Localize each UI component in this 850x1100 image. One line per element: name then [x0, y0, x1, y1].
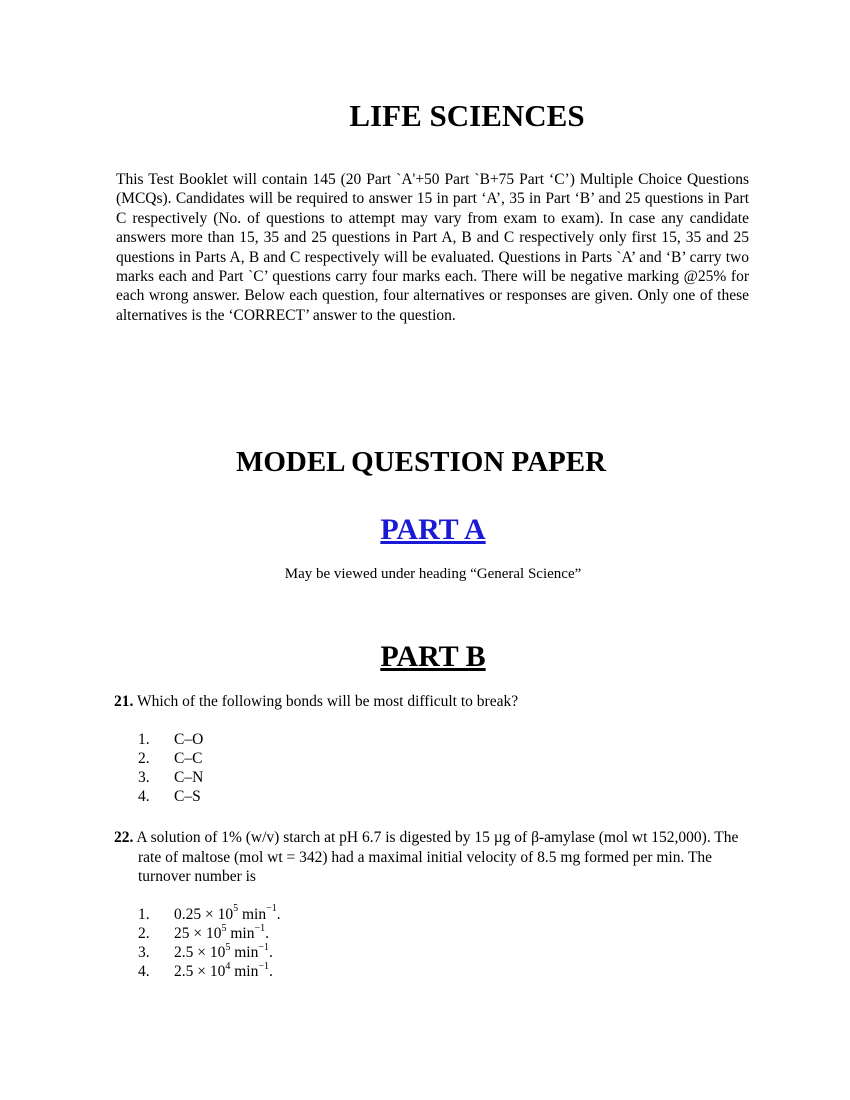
part-a-note: May be viewed under heading “General Science” [284, 566, 582, 582]
option-item [114, 787, 750, 806]
option-exponent: 5 [221, 922, 227, 934]
option-unit: min [230, 963, 259, 981]
question-number: 22. [114, 829, 134, 846]
option-unit: min [226, 924, 255, 942]
page-title: LIFE SCIENCES [349, 98, 585, 133]
option-text [174, 962, 273, 981]
question-number: 21. [114, 693, 134, 710]
option-item [114, 943, 750, 962]
intro-paragraph: This Test Booklet will contain 145 (20 Part `A'+50 Part `B+75 Part ‘C’) Multiple Choice Questions (MCQs). Candidates will be required to answer 15 in part ‘A’, 35 in Part ‘B’ and 25 questions in Part C respectively (No. of questions to attempt may vary from exam to exam). In case any candidate answers more than 15, 35 and 25 questions in Part A, B and C respectively only first 15, 35 and 25 questions in Parts A, B and C respectively will be evaluated. Questions in Parts `A’ and ‘B’ carry two marks each and Part `C’ questions carry four marks each. There will be negative marking @25% for each wrong answer. Below each question, four alternatives or responses are given. Only one of these alternatives is the ‘CORRECT’ answer to the question. [116, 171, 749, 324]
option-unit-exponent: −1 [266, 903, 277, 915]
option-base: 25 × 10 [174, 924, 222, 942]
question-text [114, 828, 750, 887]
model-question-paper-heading: MODEL QUESTION PAPER [235, 446, 607, 478]
option-number: 2. [138, 924, 150, 942]
option-unit-exponent: −1 [258, 941, 270, 953]
option-unit-exponent: −1 [258, 960, 270, 972]
option-text [174, 943, 273, 962]
option-text [174, 924, 269, 943]
option-unit: min [230, 943, 259, 961]
option-item [114, 924, 750, 943]
option-number: 4. [138, 788, 150, 806]
option-item [114, 730, 750, 749]
option-end: . [276, 905, 281, 923]
option-text: C–N [174, 768, 204, 786]
option-exponent: 4 [225, 960, 231, 972]
question-text [114, 692, 750, 712]
question-stem: A solution of 1% (w/v) starch at pH 6.7 is digested by 15 µg of β-amylase (mol wt 152,000). The rate of maltose (mol wt = 342) had a maximal initial velocity of 8.5 mg formed per min. The turnover number is [136, 829, 739, 885]
option-exponent: 5 [233, 903, 239, 915]
option-text: C–O [174, 730, 204, 748]
option-unit: min [238, 905, 267, 923]
question-22 [114, 828, 750, 981]
option-base: 2.5 × 10 [174, 943, 226, 961]
option-number: 1. [138, 905, 150, 923]
part-b-heading: PART B [380, 640, 486, 673]
part-a-heading [8, 513, 850, 547]
option-number: 1. [138, 730, 150, 748]
option-number: 3. [138, 943, 150, 961]
option-item [114, 905, 750, 924]
question-21 [114, 692, 750, 806]
part-a-link[interactable]: PART A [380, 513, 486, 546]
option-end: . [269, 943, 273, 961]
option-base: 2.5 × 10 [174, 963, 226, 981]
options-list [114, 905, 750, 982]
option-text: C–S [174, 788, 201, 806]
option-number: 2. [138, 749, 150, 767]
option-number: 3. [138, 768, 150, 786]
option-item [114, 962, 750, 981]
option-text [174, 905, 281, 924]
option-exponent: 5 [225, 941, 231, 953]
options-list [114, 730, 750, 807]
option-item [114, 749, 750, 768]
option-text: C–C [174, 749, 203, 767]
option-base: 0.25 × 10 [174, 905, 234, 923]
option-end: . [269, 963, 273, 981]
option-number: 4. [138, 963, 150, 981]
option-end: . [265, 924, 270, 942]
question-stem: Which of the following bonds will be most difficult to break? [136, 693, 519, 710]
option-item [114, 768, 750, 787]
option-unit-exponent: −1 [254, 922, 266, 934]
